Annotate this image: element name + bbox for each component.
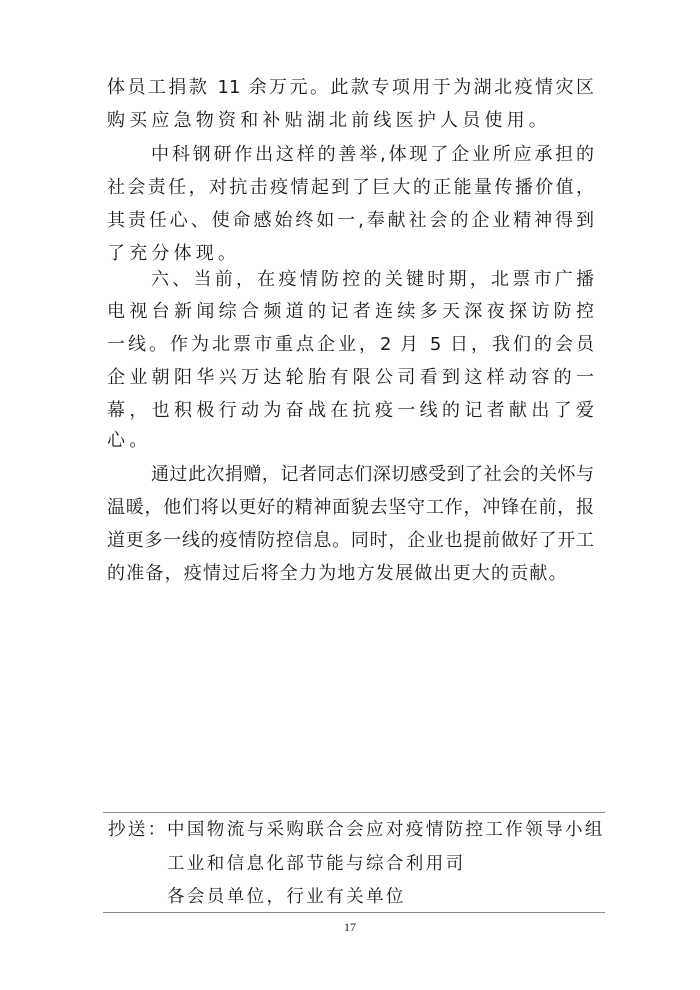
paragraph-line: 其责任心、使命感始终如一,奉献社会的企业精神得到 (107, 210, 594, 231)
paragraph-line: 社会责任，对抗击疫情起到了巨大的正能量传播价值， (107, 177, 594, 198)
paragraph-line: 企业朝阳华兴万达轮胎有限公司看到这样动容的一 (107, 367, 594, 388)
paragraph-line: 道更多一线的疫情防控信息。同时，企业也提前做好了开工 (107, 530, 594, 551)
paragraph-line: 六、当前，在疫情防控的关键时期，北票市广播 (151, 269, 594, 290)
divider-bottom (103, 912, 605, 913)
paragraph-line: 一线。作为北票市重点企业，2 月 5 日，我们的会员 (107, 334, 594, 355)
paragraph-line: 幕，也积极行动为奋战在抗疫一线的记者献出了爱 (107, 400, 594, 421)
cc-recipient: 工业和信息化部节能与综合利用司 (167, 854, 466, 874)
paragraph-line: 体员工捐款 11 余万元。此款专项用于为湖北疫情灾区 (107, 77, 594, 98)
paragraph-line: 的准备，疫情过后将全力为地方发展做出更大的贡献。 (107, 563, 568, 584)
cc-label: 抄送： (108, 820, 168, 840)
paragraph-line: 中科钢研作出这样的善举,体现了企业所应承担的 (151, 144, 594, 165)
cc-recipient: 各会员单位，行业有关单位 (167, 887, 406, 907)
paragraph-line: 电视台新闻综合频道的记者连续多天深夜探访防控 (107, 301, 594, 322)
paragraph-line: 心。 (107, 430, 152, 451)
cc-recipient: 中国物流与采购联合会应对疫情防控工作领导小组 (167, 820, 605, 840)
paragraph-line: 了充分体现。 (107, 243, 241, 264)
paragraph-line: 购买应急物资和补贴湖北前线医护人员使用。 (107, 110, 551, 131)
paragraph-line: 通过此次捐赠，记者同志们深切感受到了社会的关怀与 (151, 464, 594, 485)
paragraph-line: 温暖，他们将以更好的精神面貌去坚守工作，冲锋在前，报 (107, 497, 594, 518)
page-number: 17 (344, 920, 356, 934)
divider-top (103, 812, 605, 813)
